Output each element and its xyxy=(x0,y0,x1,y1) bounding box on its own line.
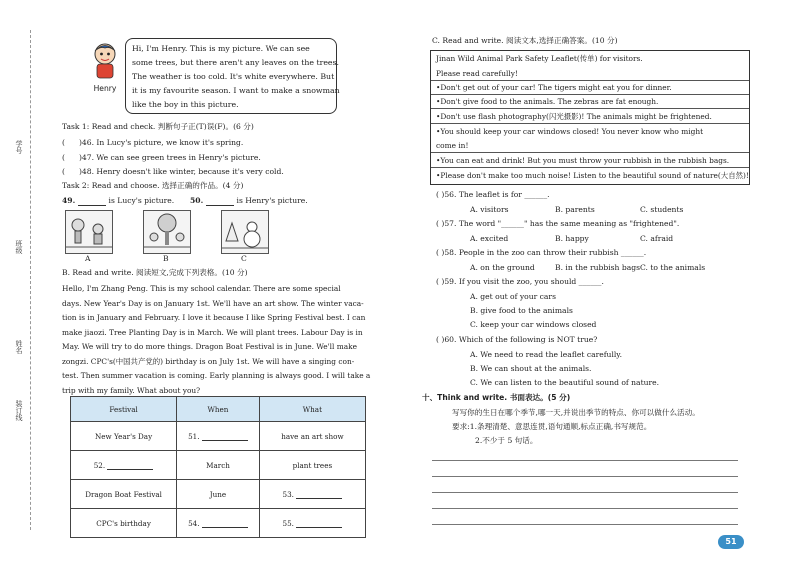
table-header-row xyxy=(71,397,366,422)
section-b-title: B. Read and write. 阅读短文,完成下列表格。(10 分) xyxy=(62,268,248,277)
bubble-line: some trees, but there aren't any leaves on the trees. xyxy=(132,58,340,67)
henry-name: Henry xyxy=(93,84,117,93)
writing-line[interactable] xyxy=(432,524,738,525)
answer-paren[interactable]: ( xyxy=(62,138,65,147)
answer-blank[interactable] xyxy=(202,519,248,528)
passage-line: Hello, I'm Zhang Peng. This is my school calendar. There are some special xyxy=(62,284,341,293)
snowman-scene-icon xyxy=(222,211,268,253)
blank-number: 55. xyxy=(282,518,294,528)
writing-requirement-2: 2.不少于 5 句话。 xyxy=(475,436,538,445)
q57-option-c[interactable]: C. afraid xyxy=(640,234,674,243)
boy-icon xyxy=(88,40,122,80)
table-cell: New Year's Day xyxy=(71,422,177,451)
table-cell: plant trees xyxy=(259,451,365,480)
task2-title: Task 2: Read and choose. 选择正确的作品。(4 分) xyxy=(62,181,244,190)
passage-line: tion is in January and February. I love it because I like Spring Festival best. I can xyxy=(62,313,366,322)
answer-blank[interactable] xyxy=(296,490,342,499)
binding-line xyxy=(30,30,31,530)
leaflet-rule: •Don't get out of your car! The tigers might eat you for dinner. xyxy=(431,81,749,95)
table-cell: June xyxy=(177,480,260,509)
q50-blank[interactable] xyxy=(206,197,234,206)
section-c-title: C. Read and write. 阅读文本,选择正确答案。(10 分) xyxy=(432,36,618,45)
answer-paren[interactable]: ( xyxy=(62,167,65,176)
passage-line: make jiaozi. Tree Planting Day is in March. We will plant trees. Labour Day is in xyxy=(62,327,363,337)
leaflet-rule: •Don't give food to the animals. The zebras are fat enough. xyxy=(431,95,749,109)
header-festival: Festival xyxy=(71,397,177,422)
q50-text: is Henry's picture. xyxy=(236,196,308,205)
question-56: ( )56. The leaflet is for ______. xyxy=(436,190,550,199)
leaflet-rule: •Don't use flash photography(闪光摄影)! The animals might be frightened. xyxy=(431,109,749,124)
q56-option-a[interactable]: A. visitors xyxy=(470,205,509,214)
q59-option-a[interactable]: A. get out of your cars xyxy=(470,292,556,301)
festival-table xyxy=(70,396,366,538)
section-b-passage xyxy=(62,282,370,398)
table-row xyxy=(71,509,366,538)
passage-line: May. We will try to do more things. Dragon Boat Festival is in June. We'll make xyxy=(62,342,358,351)
leaflet-rule: •Please don't make too much noise! Listen to the beautiful sound of nature(大自然)! xyxy=(436,171,749,180)
leaflet-rule: •You should keep your car windows closed! You never know who might xyxy=(436,127,704,136)
q49-number: 49. xyxy=(62,196,76,205)
picture-c[interactable] xyxy=(221,210,269,254)
item-text: )48. Henry doesn't like winter, because it's very cold. xyxy=(78,167,284,176)
henry-speech-bubble xyxy=(125,38,340,114)
answer-blank[interactable] xyxy=(202,432,248,441)
writing-line[interactable] xyxy=(432,460,738,461)
writing-instruction: 写写你的生日在哪个季节,哪一天,并说出季节的特点、你可以做什么活动。 xyxy=(452,408,700,417)
q50-number: 50. xyxy=(190,196,204,205)
table-cell-blank[interactable] xyxy=(177,422,260,451)
henry-avatar xyxy=(88,40,122,92)
bubble-line: it is my favourite season. I want to make a snowman xyxy=(132,86,340,95)
question-60: ( )60. Which of the following is NOT true? xyxy=(436,335,598,344)
task1-title: Task 1: Read and check. 判断句子正(T)误(F)。(6 分) xyxy=(62,122,254,131)
picture-label-c: C xyxy=(241,254,247,263)
table-cell: Dragon Boat Festival xyxy=(71,480,177,509)
task1-item-46 xyxy=(62,138,243,148)
writing-requirement-1: 要求:1.条理清楚、意思连贯,语句通顺,标点正确,书写规范。 xyxy=(452,422,652,431)
q49-text: is Lucy's picture. xyxy=(108,196,175,205)
passage-line: zongzi. CPC's(中国共产党的) birthday is on July 1st. We will have a singing con- xyxy=(62,356,355,366)
bubble-line: Hi, I'm Henry. This is my picture. We can see xyxy=(132,44,310,53)
table-cell: March xyxy=(177,451,260,480)
passage-line: trip with my family. What about you? xyxy=(62,385,201,395)
leaflet-rule: •You can eat and drink! But you must throw your rubbish in the rubbish bags. xyxy=(431,153,749,168)
q57-option-b[interactable]: B. happy xyxy=(555,234,589,243)
q60-option-b[interactable]: B. We can shout at the animals. xyxy=(470,364,592,373)
safety-leaflet xyxy=(430,50,750,185)
binding-margin xyxy=(0,0,44,565)
table-row xyxy=(71,480,366,509)
picture-label-b: B xyxy=(163,254,169,263)
blank-number: 51. xyxy=(188,431,200,441)
table-cell-blank[interactable] xyxy=(71,451,177,480)
table-cell-blank[interactable] xyxy=(259,480,365,509)
table-cell: have an art show xyxy=(259,422,365,451)
picture-b[interactable] xyxy=(143,210,191,254)
writing-line[interactable] xyxy=(432,508,738,509)
task1-item-47 xyxy=(62,153,261,163)
header-when: When xyxy=(177,397,260,422)
table-row xyxy=(71,451,366,480)
margin-label-binding: 装订线 xyxy=(15,400,23,421)
writing-line[interactable] xyxy=(432,476,738,477)
picture-a[interactable] xyxy=(65,210,113,254)
picnic-scene-icon xyxy=(66,211,112,253)
q49-blank[interactable] xyxy=(78,197,106,206)
tree-planting-scene-icon xyxy=(144,211,190,253)
writing-line[interactable] xyxy=(432,492,738,493)
table-cell-blank[interactable] xyxy=(259,509,365,538)
margin-label-student-id: 学号 xyxy=(15,140,23,154)
q60-option-c[interactable]: C. We can listen to the beautiful sound of nature. xyxy=(470,378,660,387)
leaflet-rule: come in! xyxy=(431,139,749,153)
passage-line: test. Then summer vacation is coming. Early planning is always good. I will take a xyxy=(62,371,371,380)
header-what: What xyxy=(259,397,365,422)
margin-label-name: 姓名 xyxy=(15,340,23,354)
passage-line: days. New Year's Day is on January 1st. We'll have an art show. The winter vaca- xyxy=(62,298,364,308)
q59-option-b[interactable]: B. give food to the animals xyxy=(470,306,573,315)
bubble-line: The weather is too cold. It's white everywhere. But xyxy=(132,72,335,81)
table-row xyxy=(71,422,366,451)
q58-option-c[interactable]: C. to the animals xyxy=(640,263,706,272)
answer-blank[interactable] xyxy=(296,519,342,528)
q57-option-a[interactable]: A. excited xyxy=(470,234,509,243)
question-58: ( )58. People in the zoo can throw their rubbish ______. xyxy=(436,248,647,257)
question-57: ( )57. The word "______" has the same meaning as "frightened". xyxy=(436,219,680,228)
leaflet-header-1: Jinan Wild Animal Park Safety Leaflet(传单) for visitors. xyxy=(436,54,643,63)
question-50 xyxy=(190,196,308,206)
blank-number: 53. xyxy=(282,489,294,499)
task1-item-48 xyxy=(62,167,284,177)
bubble-line: like the boy in this picture. xyxy=(132,100,239,109)
table-cell: CPC's birthday xyxy=(71,509,177,538)
margin-label-class: 班级 xyxy=(15,240,23,254)
q58-option-b[interactable]: B. in the rubbish bags xyxy=(555,263,641,272)
section-10-title: 十、Think and write. 书面表达。(5 分) xyxy=(422,393,571,402)
answer-paren[interactable]: ( xyxy=(62,153,65,162)
q58-option-a[interactable]: A. on the ground xyxy=(470,263,535,272)
question-49 xyxy=(62,196,174,206)
page-number: 51 xyxy=(718,535,744,549)
leaflet-header-2: Please read carefully! xyxy=(431,66,749,81)
picture-label-a: A xyxy=(85,254,91,263)
table-cell-blank[interactable] xyxy=(177,509,260,538)
q56-option-c[interactable]: C. students xyxy=(640,205,684,214)
q59-option-c[interactable]: C. keep your car windows closed xyxy=(470,320,597,329)
question-59: ( )59. If you visit the zoo, you should ______. xyxy=(436,277,604,286)
answer-blank[interactable] xyxy=(107,461,153,470)
item-text: )46. In Lucy's picture, we know it's spring. xyxy=(78,138,244,147)
blank-number: 54. xyxy=(188,518,200,528)
item-text: )47. We can see green trees in Henry's picture. xyxy=(78,153,261,162)
q56-option-b[interactable]: B. parents xyxy=(555,205,595,214)
blank-number: 52. xyxy=(93,460,106,470)
q60-option-a[interactable]: A. We need to read the leaflet carefully. xyxy=(470,350,623,359)
